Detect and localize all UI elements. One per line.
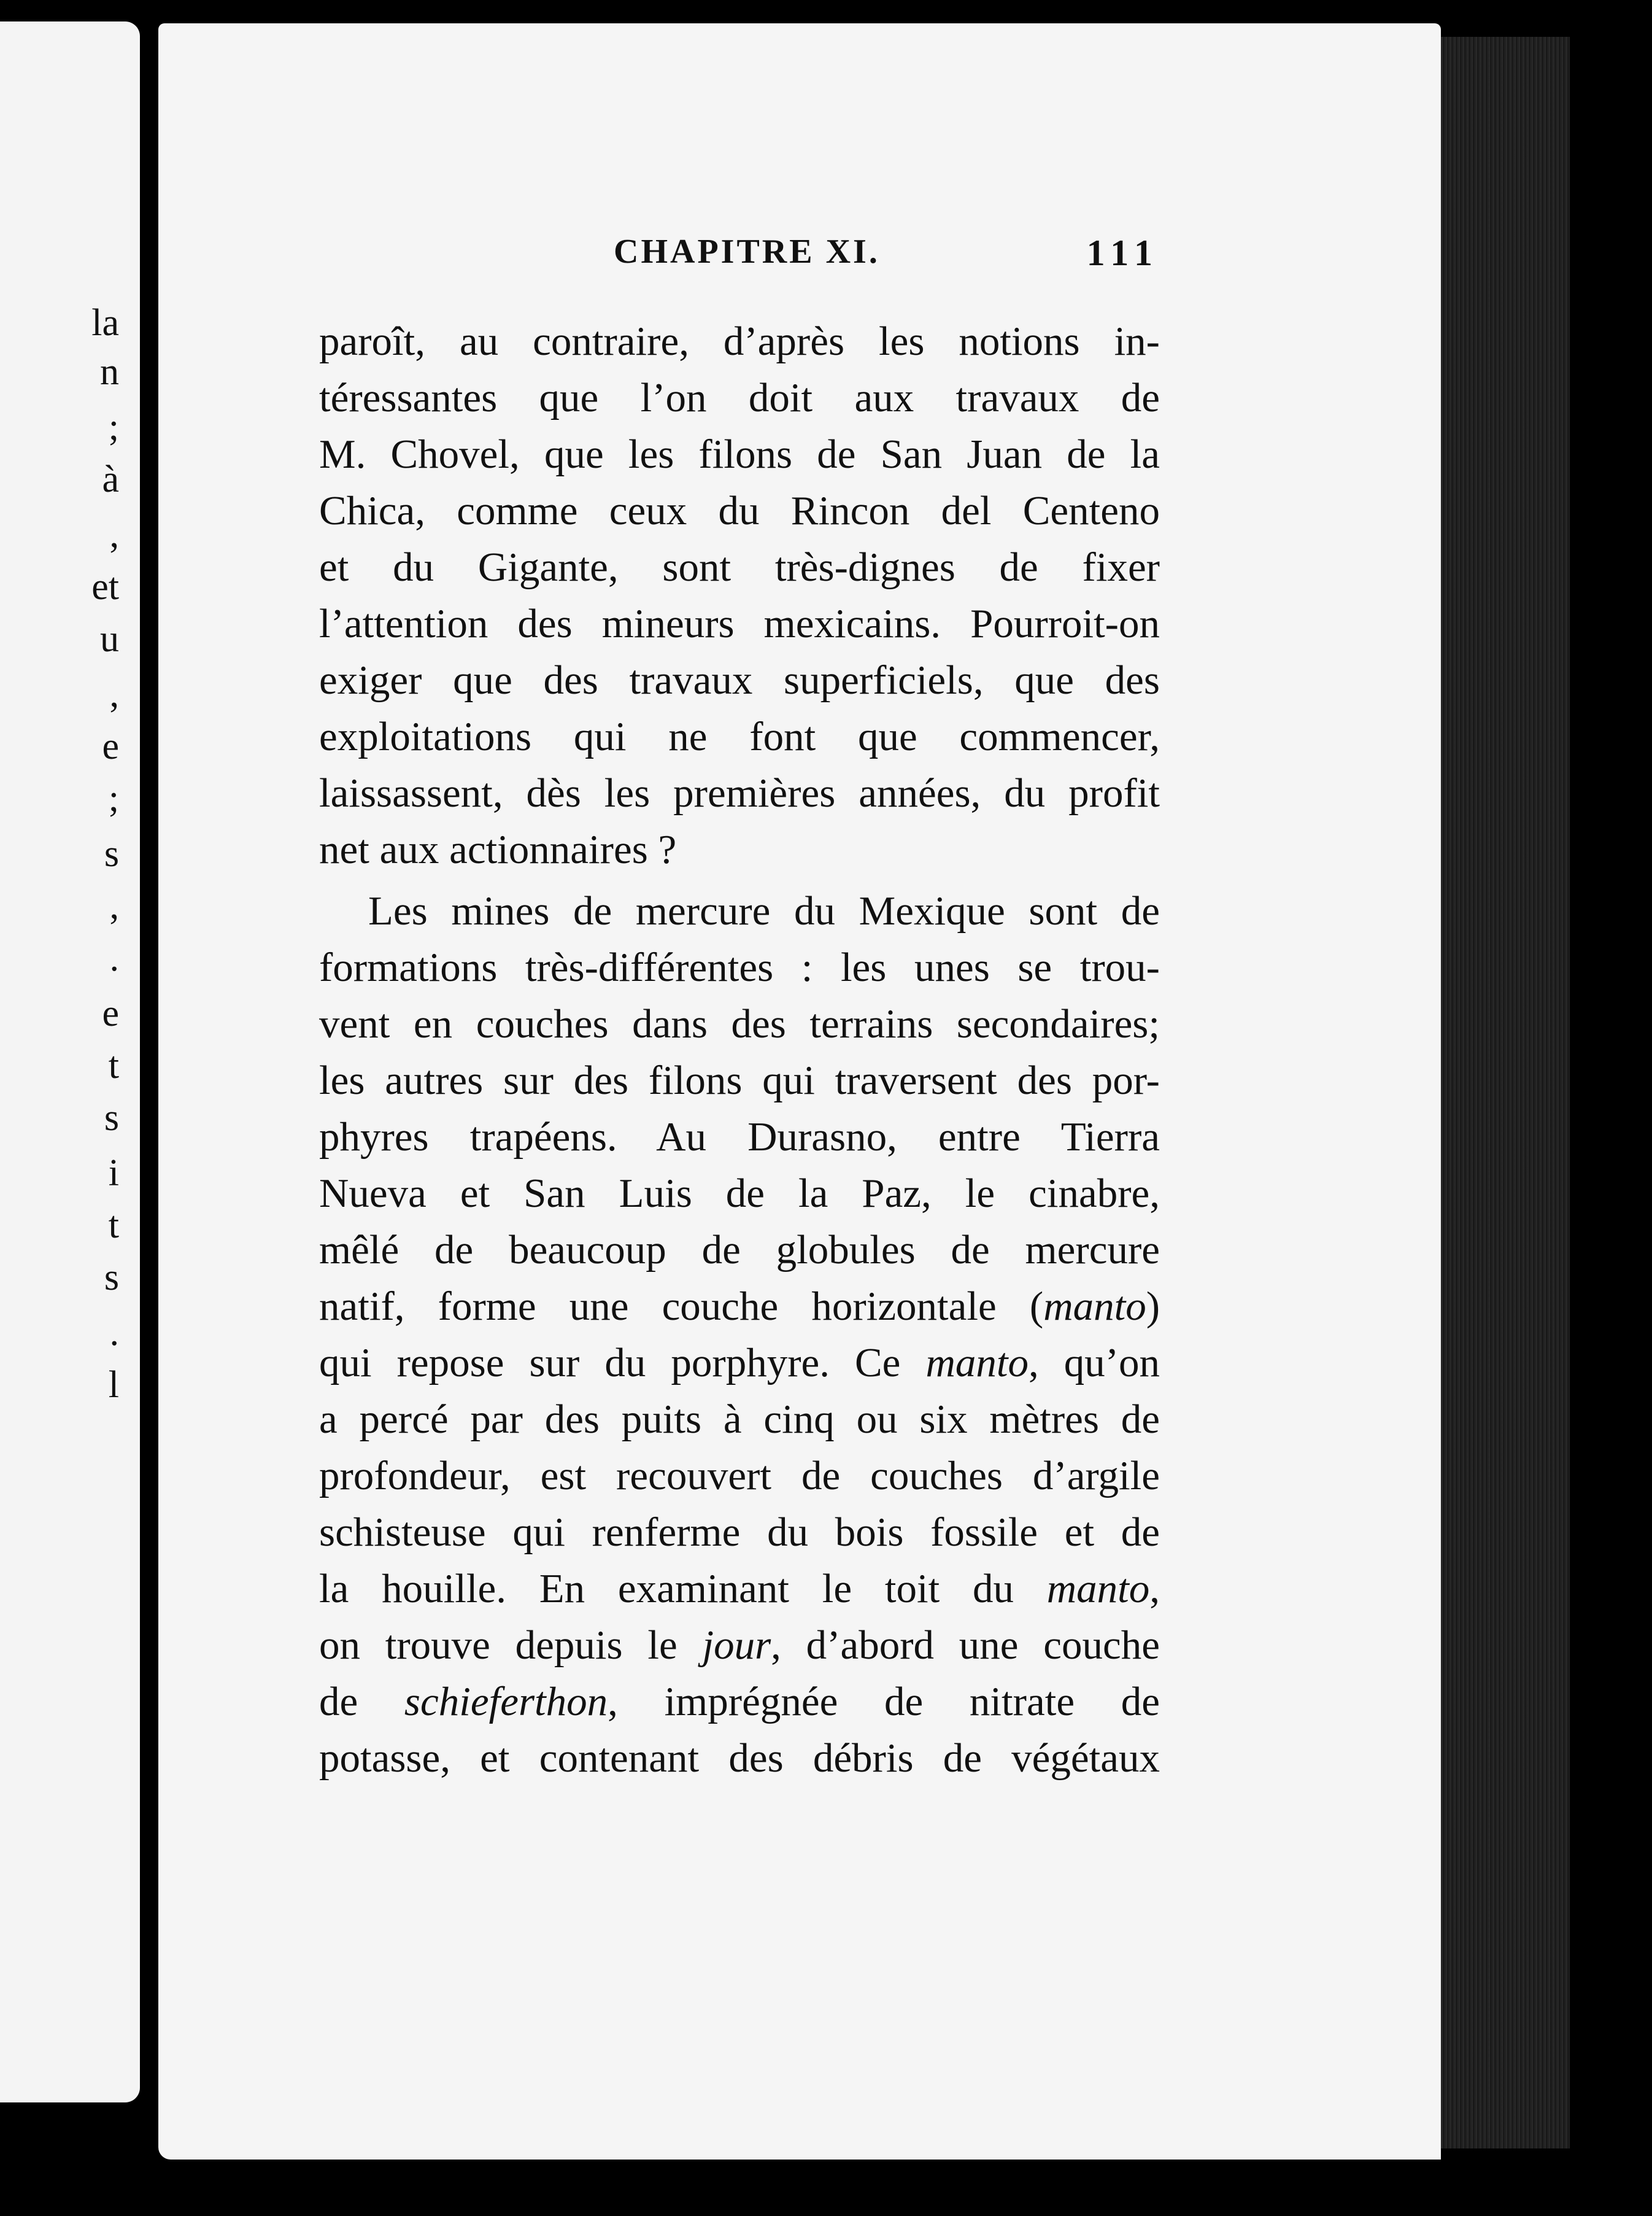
text-segment: Chica, comme ceux du Rincon del Centeno [319,488,1160,533]
text-line [319,1335,1160,1391]
text-line [319,1504,1160,1560]
left-page-fragment: e [102,993,119,1034]
text-segment: profondeur, est recouvert de couches d’argile [319,1453,1160,1498]
text-line [319,1278,1160,1335]
text-segment: potasse, et contenant des débris de végétaux [319,1735,1160,1781]
text-line [319,1391,1160,1447]
left-page-fragment: la [91,302,119,344]
text-segment: , imprégnée de nitrate de [608,1679,1160,1724]
text-segment: paroît, au contraire, d’après les notions in- [319,319,1160,364]
running-title: CHAPITRE XI. [614,233,880,271]
text-line [319,1673,1160,1730]
text-segment: téressantes que l’on doit aux travaux de [319,375,1160,420]
text-line [319,996,1160,1052]
text-segment: l’attention des mineurs mexicains. Pourroit-on [319,601,1160,646]
left-page-fragment: i [108,1152,119,1194]
text-line [319,482,1160,539]
left-page-fragment: . [109,937,119,979]
text-line [319,821,1160,878]
left-page-fragment: ; [108,406,119,448]
text-line [319,1730,1160,1786]
left-page-fragment: , [109,673,119,715]
left-page-fragment: t [108,1204,119,1246]
text-line [319,765,1160,821]
left-page-fragment: l [108,1364,119,1406]
left-page-fragment: u [100,618,119,660]
text-segment: vent en couches dans des terrains secondaires; [319,1001,1160,1047]
left-page-fragment: s [104,833,119,875]
italic-term: manto [1043,1284,1146,1329]
text-segment: natif, forme une couche horizontale ( [319,1284,1044,1329]
text-segment: on trouve depuis le [319,1622,703,1668]
left-page-fragment: s [104,1257,119,1298]
italic-term: jour [702,1622,771,1668]
text-segment: , d’abord une couche [771,1622,1160,1668]
left-page-fragment: ; [108,778,119,819]
text-line [319,1165,1160,1222]
left-page-fragment: n [100,351,119,393]
left-page-fragment: à [102,459,119,500]
text-line [319,1560,1160,1617]
text-segment: exiger que des travaux superficiels, que des [319,657,1160,703]
text-segment: Nueva et San Luis de la Paz, le cinabre, [319,1171,1160,1216]
text-segment: exploitations qui ne font que commencer, [319,714,1160,759]
text-segment: ) [1146,1284,1160,1329]
text-segment: , [1149,1566,1160,1611]
text-line [319,370,1160,426]
italic-term: schieferthon [404,1679,608,1724]
italic-term: manto [1046,1566,1150,1611]
text-line [319,595,1160,652]
left-page-fragment: . [109,1312,119,1354]
text-segment: a percé par des puits à cinq ou six mètres de [319,1397,1160,1442]
text-line [319,939,1160,996]
text-line [319,1617,1160,1673]
text-segment: la houille. En examinant le toit du [319,1566,1047,1611]
text-segment: Les mines de mercure du Mexique sont de [368,888,1160,934]
text-line [319,426,1160,482]
text-segment: schisteuse qui renferme du bois fossile et de [319,1509,1160,1555]
text-segment: qui repose sur du porphyre. Ce [319,1340,926,1385]
left-page-fragment: et [91,566,119,608]
text-line [319,539,1160,595]
book-fore-edge [1441,37,1570,2148]
text-segment: net aux actionnaires ? [319,827,677,872]
left-page-fragment: , [109,514,119,556]
text-segment: de [319,1679,404,1724]
text-segment: et du Gigante, sont très-dignes de fixer [319,544,1160,590]
page-number: 111 [1086,233,1160,273]
text-segment: phyres trapéens. Au Durasno, entre Tierra [319,1114,1160,1160]
text-line [319,708,1160,765]
text-line [319,652,1160,708]
text-line [319,1222,1160,1278]
text-segment: , qu’on [1028,1340,1160,1385]
left-page-fragment: , [109,885,119,927]
italic-term: manto [925,1340,1029,1385]
text-line [319,1109,1160,1165]
text-line [319,883,1160,939]
text-segment: mêlé de beaucoup de globules de mercure [319,1227,1160,1273]
left-page [0,21,140,2102]
left-page-fragment: e [102,726,119,767]
text-segment: les autres sur des filons qui traversent des por- [319,1058,1160,1103]
left-page-fragments [0,21,140,2102]
text-line [319,1052,1160,1109]
text-line [319,313,1160,370]
text-segment: M. Chovel, que les filons de San Juan de la [319,432,1160,477]
left-page-fragment: s [104,1097,119,1139]
text-segment: laissassent, dès les premières années, du profit [319,770,1160,816]
text-line [319,1447,1160,1504]
body-text [319,313,1160,1786]
text-segment: formations très-différentes : les unes se trou- [319,945,1160,990]
page-header [614,232,1160,281]
left-page-fragment: t [108,1045,119,1087]
